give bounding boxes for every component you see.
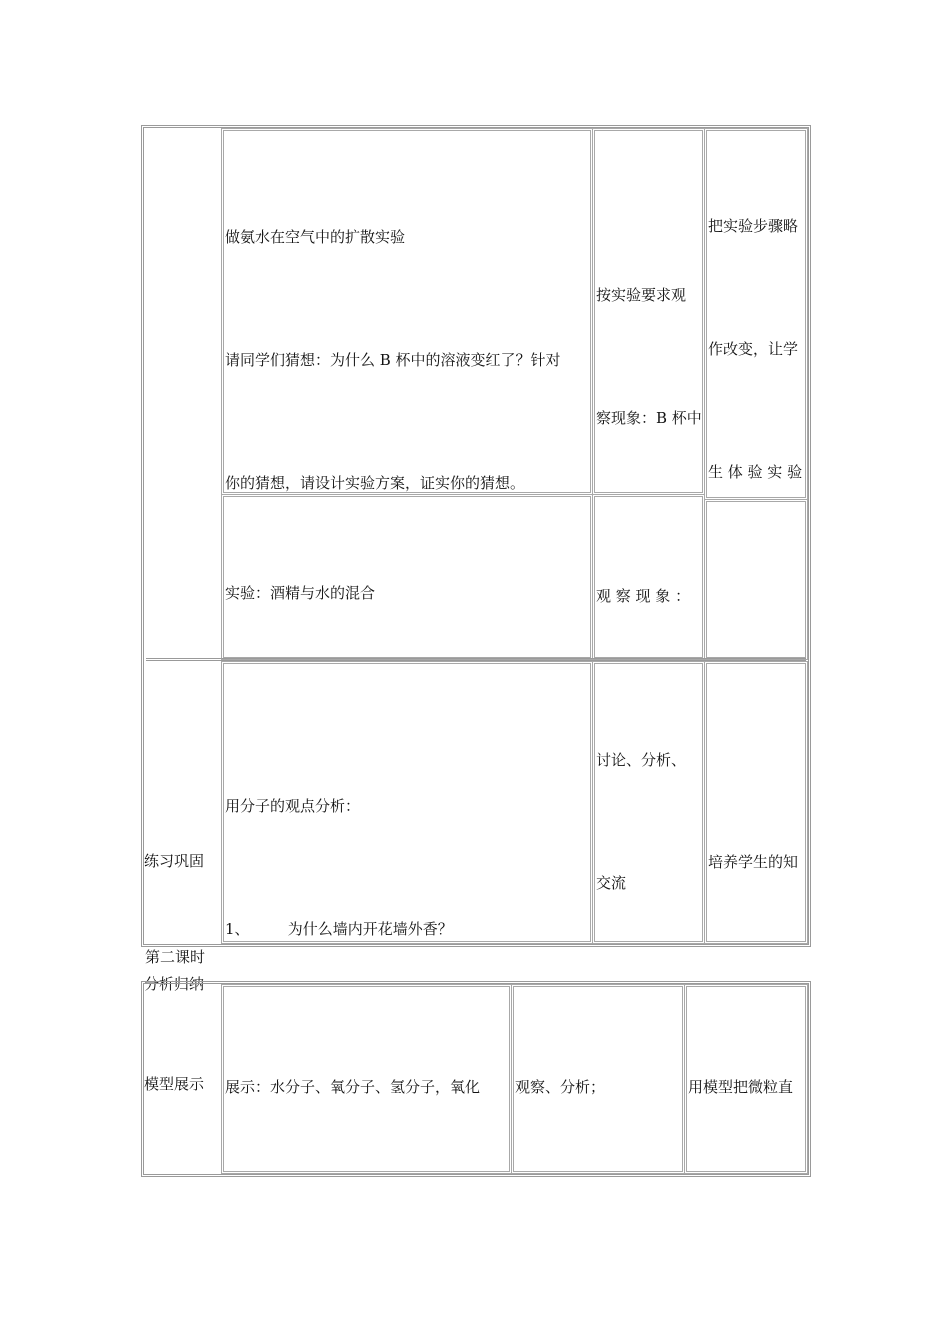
content-cell-practice [221,661,593,944]
content-cell-model [221,984,512,1174]
content-cell-ammonia [221,128,593,495]
text-line: 做氨水在空气中的扩散实验 [225,228,406,246]
stage-cell-model [144,984,222,1174]
text-line: 用模型把微粒直 [688,1078,794,1096]
text-line: 用分子的观点分析： [225,797,361,815]
text-line: 察现象：B 杯中 [596,409,702,427]
text-line: 培养学生的知 [708,853,799,871]
text-line: 生 体 验 实 验 [708,463,803,481]
text-line: 观察、分析； [515,1078,606,1096]
text-line: 你的猜想，请设计实验方案，证实你的猜想。 [225,474,526,492]
intent-cell-ammonia [704,128,808,500]
student-cell-alcohol [592,494,705,660]
text-line: 实验：酒精与水的混合 [225,584,376,602]
stage-label: 分析归纳 [144,975,205,993]
stage-label: 模型展示 [144,1075,205,1093]
intent-cell-model [684,984,808,1174]
text-line: 请同学们猜想：为什么 B 杯中的溶液变红了？针对 [225,351,561,369]
intent-cell-practice [704,661,808,944]
intent-cell-alcohol-empty [704,499,808,660]
student-cell-model [511,984,685,1174]
text-line: 把实验步骤略 [708,217,799,235]
content-cell-alcohol [221,494,593,660]
text-line: 观 察 现 象 ： [596,587,691,605]
stage-cell-empty [144,128,222,660]
section-heading: 第二课时 [145,948,206,966]
student-cell-ammonia [592,128,705,495]
text-line: 讨论、分析、 [596,751,687,769]
stage-label: 练习巩固 [144,852,205,870]
text-line: 1、 为什么墙内开花墙外香？ [225,920,453,938]
text-line: 按实验要求观 [596,286,687,304]
text-line: 交流 [596,874,627,892]
student-cell-practice [592,661,705,944]
text-line: 作改变，让学 [708,340,799,358]
text-line: 展示：水分子、氧分子、氢分子，氧化 [225,1078,481,1096]
